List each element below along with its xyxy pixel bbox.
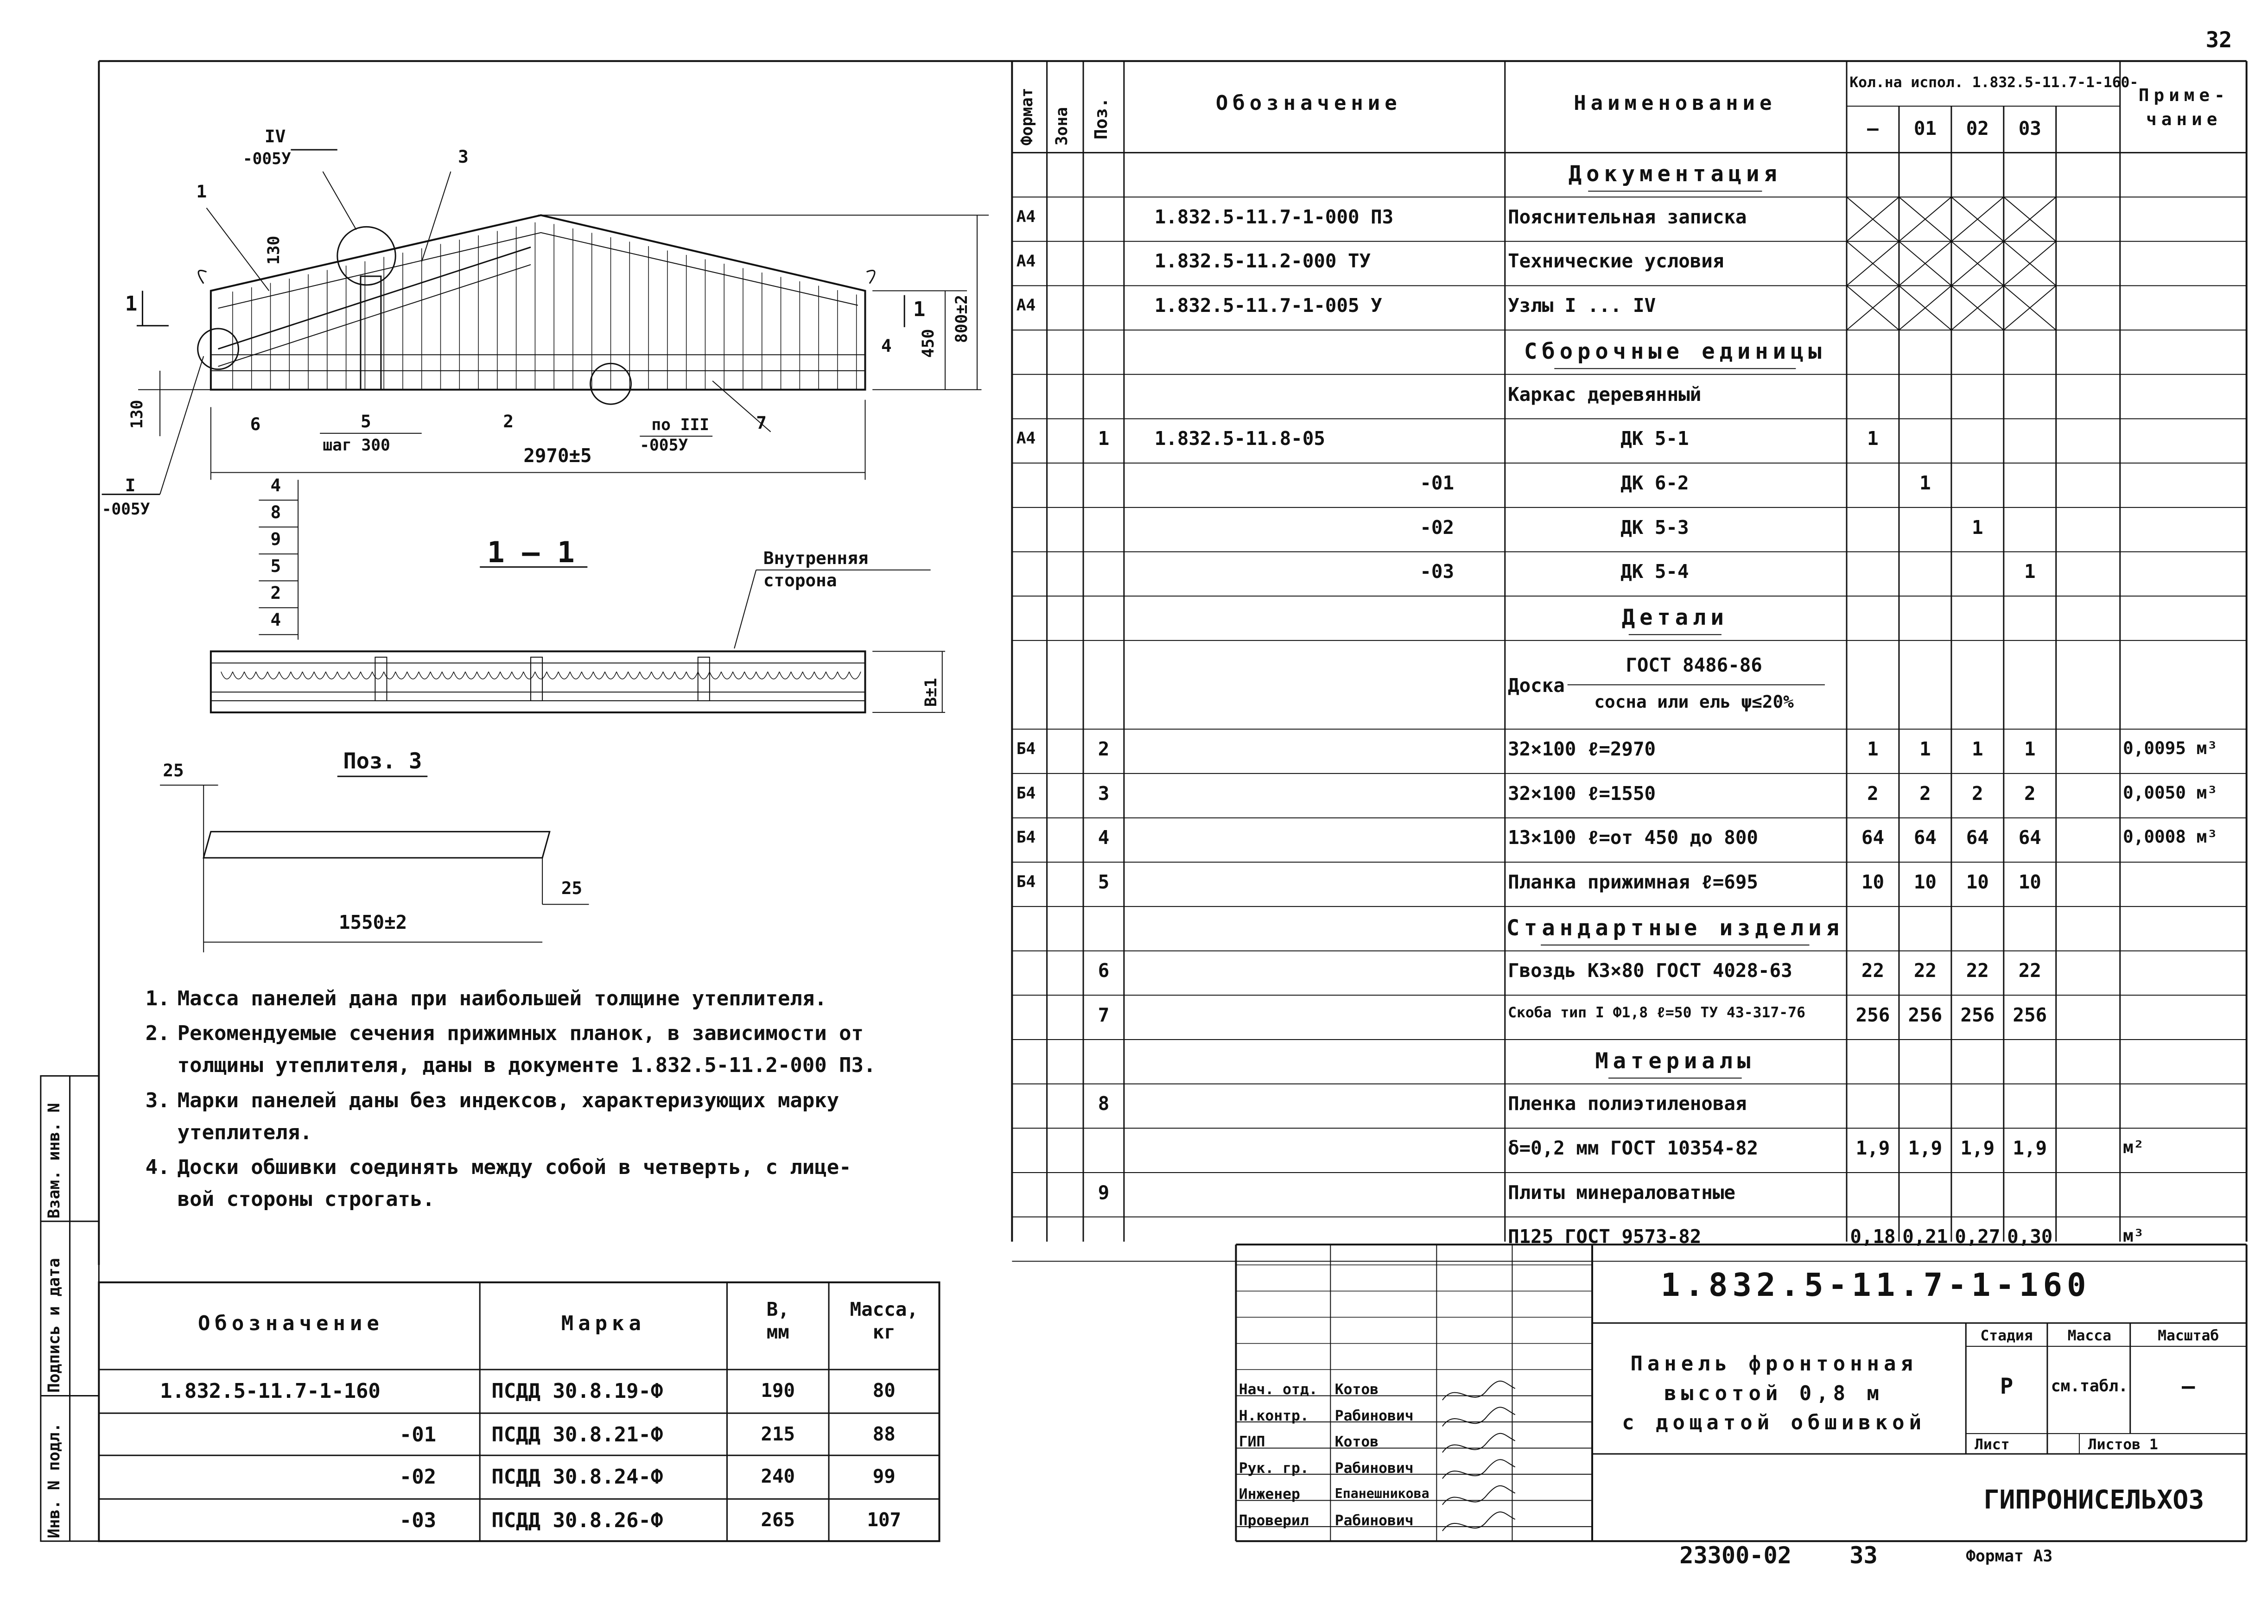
note-num-2: 3. bbox=[145, 1088, 170, 1112]
spec-header-qty-0: — bbox=[1867, 117, 1879, 140]
spec-qty-21-0: 1,9 bbox=[1855, 1137, 1890, 1160]
spec-format-2: А4 bbox=[1016, 252, 1036, 271]
spec-name-14: 13×100 ℓ=от 450 до 800 bbox=[1508, 826, 1758, 849]
spec-pos-13: 3 bbox=[1098, 782, 1110, 805]
note-num-0: 1. bbox=[145, 987, 170, 1011]
spec-qty-13-2: 2 bbox=[1972, 782, 1983, 805]
cut-left-label: 1 bbox=[125, 292, 138, 316]
spec-header-zone: Зона bbox=[1053, 107, 1072, 146]
spec-qty-14-1: 64 bbox=[1913, 826, 1937, 849]
spec-name-17: Гвоздь К3×80 ГОСТ 4028-63 bbox=[1508, 959, 1792, 982]
pos2-label: 2 bbox=[503, 411, 514, 431]
marks-cell-mass-3: 107 bbox=[867, 1509, 902, 1531]
spec-qty-12-3: 1 bbox=[2024, 737, 2036, 760]
h800-label: 800±2 bbox=[952, 295, 971, 343]
spec-qty-12-2: 1 bbox=[1972, 737, 1983, 760]
marks-cell-b-2: 240 bbox=[761, 1465, 795, 1488]
board-prefix: Доска bbox=[1508, 674, 1565, 697]
spec-designation-7: -01 bbox=[1420, 471, 1454, 494]
spec-designation-6: 1.832.5-11.8-05 bbox=[1154, 427, 1325, 450]
spec-qty-17-0: 22 bbox=[1861, 959, 1884, 982]
spec-qty-14-2: 64 bbox=[1966, 826, 1989, 849]
spec-pos-6: 1 bbox=[1098, 427, 1110, 450]
spec-qty-14-0: 64 bbox=[1861, 826, 1884, 849]
pos3-leader: 3 bbox=[458, 146, 469, 167]
marks-cell-mark-1: ПСДД 30.8.21-Ф bbox=[491, 1423, 663, 1447]
spec-qty-6-0: 1 bbox=[1867, 427, 1879, 450]
spec-pos-22: 9 bbox=[1098, 1181, 1110, 1204]
spec-qty-8-2: 1 bbox=[1972, 516, 1983, 539]
dim-130-top: 130 bbox=[264, 235, 283, 265]
spec-pos-17: 6 bbox=[1098, 959, 1110, 982]
marks-cell-mark-3: ПСДД 30.8.26-Ф bbox=[491, 1509, 663, 1533]
note-1-line-1: толщины утеплителя, даны в документе 1.832.5-11.2-000 ПЗ. bbox=[177, 1053, 876, 1078]
tb-org: ГИПРОНИСЕЛЬХОЗ bbox=[1983, 1485, 2204, 1516]
spec-header-format: Формат bbox=[1017, 88, 1036, 146]
footer-page: 33 bbox=[1849, 1542, 1878, 1569]
spec-qty-13-3: 2 bbox=[2024, 782, 2036, 805]
tb-name-4: Епанешникова bbox=[1334, 1486, 1429, 1502]
spec-name-15: Планка прижимная ℓ=695 bbox=[1508, 870, 1758, 893]
board-gost: ГОСТ 8486-86 bbox=[1626, 653, 1762, 676]
spec-note-13: 0,0050 м³ bbox=[2123, 782, 2217, 803]
spec-qty-12-0: 1 bbox=[1867, 737, 1879, 760]
spec-qty-23-3: 0,30 bbox=[2007, 1225, 2053, 1248]
layer-label-0: 4 bbox=[270, 475, 281, 495]
spec-qty-17-3: 22 bbox=[2018, 959, 2041, 982]
spec-qty-12-1: 1 bbox=[1919, 737, 1931, 760]
spec-section-10: Детали bbox=[1621, 604, 1728, 630]
spec-designation-1: 1.832.5-11.7-1-000 ПЗ bbox=[1154, 205, 1394, 228]
page-number: 32 bbox=[2205, 27, 2232, 53]
spec-pos-18: 7 bbox=[1098, 1004, 1110, 1027]
spec-name-7: ДК 6-2 bbox=[1620, 471, 1689, 494]
tb-role-4: Инженер bbox=[1239, 1486, 1300, 1503]
pos1-label: 1 bbox=[196, 181, 207, 202]
marks-cell-b-3: 265 bbox=[761, 1509, 795, 1531]
spec-format-3: А4 bbox=[1016, 296, 1036, 315]
spec-format-1: А4 bbox=[1016, 207, 1036, 226]
tb-name-0: Котов bbox=[1334, 1381, 1379, 1398]
marks-header-mark: Марка bbox=[561, 1311, 646, 1335]
tb-stage: Р bbox=[2000, 1373, 2014, 1399]
spec-header-note: Приме- чание bbox=[2138, 84, 2230, 130]
section-title: 1 — 1 bbox=[487, 535, 575, 569]
marks-cell-designation-0: 1.832.5-11.7-1-160 bbox=[160, 1379, 381, 1403]
cut-right-label: 1 bbox=[913, 298, 926, 322]
spec-name-3: Узлы I ... IV bbox=[1508, 294, 1656, 317]
note-3-line-0: Доски обшивки соединять между собой в четверть, с лице- bbox=[177, 1155, 851, 1180]
thickness-label: В±1 bbox=[921, 678, 940, 707]
node-iv-label: IV bbox=[264, 126, 286, 147]
spec-name-1: Пояснительная записка bbox=[1508, 205, 1747, 228]
node-iv-ref: -005У bbox=[242, 150, 291, 169]
spec-name-6: ДК 5-1 bbox=[1620, 427, 1689, 450]
pos3-dim-left: 25 bbox=[163, 760, 184, 780]
h450-label: 450 bbox=[919, 329, 938, 358]
board-species: сосна или ель ψ≤20% bbox=[1594, 691, 1794, 712]
layer-label-3: 5 bbox=[270, 556, 281, 577]
footer-format: Формат А3 bbox=[1966, 1547, 2053, 1566]
tb-code: 1.832.5-11.7-1-160 bbox=[1660, 1266, 2091, 1304]
tb-name-3: Рабинович bbox=[1334, 1459, 1414, 1477]
note-1-line-0: Рекомендуемые сечения прижимных планок, в зависимости от bbox=[177, 1021, 864, 1046]
spec-note-12: 0,0095 м³ bbox=[2123, 737, 2217, 758]
marks-cell-mark-0: ПСДД 30.8.19-Ф bbox=[491, 1379, 663, 1403]
spec-qty-15-3: 10 bbox=[2018, 870, 2041, 893]
spec-designation-8: -02 bbox=[1420, 516, 1454, 539]
tb-name-1: Рабинович bbox=[1334, 1407, 1414, 1424]
spec-name-21: δ=0,2 мм ГОСТ 10354-82 bbox=[1508, 1137, 1759, 1160]
layer-label-5: 4 bbox=[270, 609, 281, 630]
spec-header-name: Наименование bbox=[1574, 91, 1777, 115]
spec-qty-18-2: 256 bbox=[1960, 1004, 1995, 1027]
spec-name-2: Технические условия bbox=[1508, 250, 1724, 273]
spec-header-pos: Поз. bbox=[1090, 97, 1111, 140]
tb-scale: — bbox=[2182, 1373, 2195, 1399]
spec-format-6: А4 bbox=[1016, 429, 1036, 448]
spec-qty-21-2: 1,9 bbox=[1960, 1137, 1995, 1160]
layer-label-2: 9 bbox=[270, 529, 281, 549]
spec-qty-18-1: 256 bbox=[1908, 1004, 1943, 1027]
marks-cell-mass-0: 80 bbox=[872, 1379, 896, 1402]
spec-qty-23-1: 0,21 bbox=[1902, 1225, 1948, 1248]
spec-qty-17-1: 22 bbox=[1913, 959, 1937, 982]
marks-cell-designation-3: -03 bbox=[399, 1509, 437, 1533]
spec-note-21: м² bbox=[2123, 1137, 2144, 1158]
spec-qty-23-0: 0,18 bbox=[1850, 1225, 1896, 1248]
pos6-label: 6 bbox=[250, 414, 261, 435]
marks-cell-b-0: 190 bbox=[761, 1379, 795, 1402]
spec-qty-14-3: 64 bbox=[2018, 826, 2041, 849]
spec-qty-17-2: 22 bbox=[1966, 959, 1989, 982]
pos3-dim-right: 25 bbox=[561, 877, 583, 898]
spec-qty-23-2: 0,27 bbox=[1955, 1225, 2001, 1248]
spec-qty-9-3: 1 bbox=[2024, 560, 2036, 583]
pos5-label: 5 bbox=[360, 411, 371, 431]
spec-section-4: Сборочные единицы bbox=[1524, 338, 1826, 364]
footer-album: 23300-02 bbox=[1679, 1542, 1792, 1569]
marks-cell-mass-2: 99 bbox=[872, 1465, 896, 1488]
spec-header-qty-2: 02 bbox=[1966, 117, 1989, 140]
marks-header-designation: Обозначение bbox=[198, 1311, 384, 1335]
tb-role-0: Нач. отд. bbox=[1239, 1381, 1318, 1398]
node-iii-label: по III bbox=[651, 416, 709, 435]
spec-name-22: Плиты минераловатные bbox=[1508, 1181, 1735, 1204]
spec-header-qty-1: 01 bbox=[1913, 117, 1937, 140]
marks-cell-designation-1: -01 bbox=[399, 1423, 437, 1447]
spec-qty-13-1: 2 bbox=[1919, 782, 1931, 805]
spec-qty-18-3: 256 bbox=[2013, 1004, 2047, 1027]
marks-cell-designation-2: -02 bbox=[399, 1465, 437, 1489]
spec-qty-21-3: 1,9 bbox=[2013, 1137, 2047, 1160]
marks-cell-mass-1: 88 bbox=[872, 1423, 896, 1446]
spec-note-14: 0,0008 м³ bbox=[2123, 826, 2217, 847]
spec-section-19: Материалы bbox=[1595, 1048, 1755, 1074]
pos4-right-label: 4 bbox=[881, 335, 892, 356]
pos3-dim-length: 1550±2 bbox=[338, 911, 407, 934]
note-num-1: 2. bbox=[145, 1021, 170, 1046]
spec-note-23: м³ bbox=[2123, 1225, 2144, 1246]
tb-role-2: ГИП bbox=[1239, 1434, 1265, 1451]
spec-name-8: ДК 5-3 bbox=[1620, 516, 1689, 539]
spec-name-5: Каркас деревянный bbox=[1508, 383, 1702, 406]
tb-stage-header: Стадия bbox=[1980, 1327, 2033, 1345]
node-i-ref: -005У bbox=[102, 500, 150, 519]
marks-cell-b-1: 215 bbox=[761, 1423, 795, 1446]
spec-qty-7-1: 1 bbox=[1919, 471, 1931, 494]
node-iii-ref: -005У bbox=[640, 436, 688, 455]
length-label: 2970±5 bbox=[523, 444, 592, 467]
spec-qty-15-2: 10 bbox=[1966, 870, 1989, 893]
spec-name-18: Скоба тип I Ф1,8 ℓ=50 ТУ 43-317-76 bbox=[1508, 1004, 1805, 1021]
h130-label: 130 bbox=[128, 400, 147, 429]
tb-scale-header: Масштаб bbox=[2158, 1327, 2219, 1345]
pos3-title: Поз. 3 bbox=[343, 748, 422, 774]
spec-name-20: Пленка полиэтиленовая bbox=[1508, 1092, 1747, 1115]
side-stamp-replace: Взам. инв. N bbox=[45, 1103, 64, 1218]
tb-title: Панель фронтонная высотой 0,8 м с дощатой обшивкой bbox=[1622, 1352, 1926, 1435]
marks-header-mass: Масса, кг bbox=[850, 1298, 918, 1344]
spec-section-0: Документация bbox=[1568, 161, 1782, 187]
pos7-label: 7 bbox=[756, 412, 767, 433]
tb-role-5: Проверил bbox=[1239, 1512, 1309, 1529]
spec-designation-2: 1.832.5-11.2-000 ТУ bbox=[1154, 250, 1371, 273]
marks-header-b: В, мм bbox=[766, 1298, 789, 1344]
spec-qty-18-0: 256 bbox=[1855, 1004, 1890, 1027]
spec-pos-12: 2 bbox=[1098, 737, 1110, 760]
layer-label-1: 8 bbox=[270, 501, 281, 522]
spec-header-designation: Обозначение bbox=[1215, 91, 1402, 115]
tb-role-3: Рук. гр. bbox=[1239, 1459, 1309, 1477]
tb-name-5: Рабинович bbox=[1334, 1512, 1414, 1529]
spec-qty-15-0: 10 bbox=[1861, 870, 1884, 893]
spec-format-12: Б4 bbox=[1016, 740, 1036, 759]
note-num-3: 4. bbox=[145, 1155, 170, 1180]
spec-section-16: Стандартные изделия bbox=[1506, 915, 1844, 941]
spec-pos-20: 8 bbox=[1098, 1092, 1110, 1115]
side-stamp-sign: Подпись и дата bbox=[45, 1258, 64, 1393]
spec-pos-14: 4 bbox=[1098, 826, 1110, 849]
tb-name-2: Котов bbox=[1334, 1434, 1379, 1451]
spec-designation-9: -03 bbox=[1420, 560, 1454, 583]
note-2-line-0: Марки панелей даны без индексов, характеризующих марку bbox=[177, 1088, 839, 1112]
spec-qty-21-1: 1,9 bbox=[1908, 1137, 1943, 1160]
note-2-line-1: утеплителя. bbox=[177, 1120, 312, 1144]
pitch-label: шаг 300 bbox=[323, 436, 390, 455]
spec-name-9: ДК 5-4 bbox=[1620, 560, 1689, 583]
spec-name-12: 32×100 ℓ=2970 bbox=[1508, 737, 1656, 760]
spec-format-14: Б4 bbox=[1016, 828, 1036, 847]
spec-header-qty: Кол.на испол. 1.832.5-11.7-1-160- bbox=[1849, 74, 2139, 91]
spec-header-qty-3: 03 bbox=[2018, 117, 2041, 140]
note-0-line-0: Масса панелей дана при наибольшей толщине утеплителя. bbox=[177, 987, 827, 1011]
node-i-label: I bbox=[125, 475, 136, 495]
spec-qty-15-1: 10 bbox=[1913, 870, 1937, 893]
note-3-line-1: вой стороны строгать. bbox=[177, 1187, 435, 1212]
tb-mass: см.табл. bbox=[2051, 1377, 2128, 1396]
side-stamp-inv: Инв. N подл. bbox=[45, 1422, 64, 1538]
spec-designation-3: 1.832.5-11.7-1-005 У bbox=[1154, 294, 1382, 317]
layer-label-4: 2 bbox=[270, 583, 281, 603]
spec-pos-15: 5 bbox=[1098, 870, 1110, 893]
spec-name-23: П125 ГОСТ 9573-82 bbox=[1508, 1225, 1702, 1248]
tb-mass-header: Масса bbox=[2067, 1327, 2112, 1345]
tb-sheet: Лист bbox=[1975, 1436, 2010, 1453]
inner-side-label: Внутренняя сторона bbox=[763, 547, 869, 591]
spec-format-13: Б4 bbox=[1016, 784, 1036, 803]
tb-role-1: Н.контр. bbox=[1239, 1407, 1309, 1424]
tb-sheets: Листов 1 bbox=[2088, 1436, 2158, 1453]
spec-qty-13-0: 2 bbox=[1867, 782, 1879, 805]
spec-name-13: 32×100 ℓ=1550 bbox=[1508, 782, 1656, 805]
marks-cell-mark-2: ПСДД 30.8.24-Ф bbox=[491, 1465, 663, 1489]
spec-format-15: Б4 bbox=[1016, 873, 1036, 892]
